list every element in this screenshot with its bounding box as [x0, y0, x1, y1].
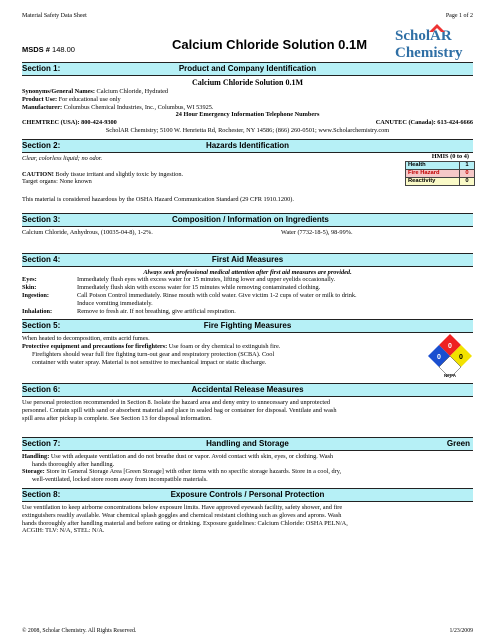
section-4-body: [22, 267, 473, 316]
section-7-header: Section 7: Handling and Storage Green: [22, 437, 473, 451]
svg-text:NFPA: NFPA: [444, 373, 456, 379]
caution: CAUTION! Body tissue irritant and slightly toxic by ingestion.: [22, 170, 184, 178]
svg-text:ScholAR: ScholAR: [395, 28, 452, 44]
handling: Handling: Use with adequate ventilation and do not breathe dust or vapor. Avoid contact with skin, eyes, or clothing. Wash: [22, 452, 334, 460]
ingredient-1: Calcium Chloride, Anhydrous, (10035-04-8), 1-2%.: [22, 228, 153, 236]
revision-date: 1/23/2009: [449, 628, 473, 634]
page-number: Page 1 of 2: [445, 13, 473, 19]
msds-number: MSDS # 148.00: [22, 45, 75, 54]
section-4-header: Section 4: First Aid Measures: [22, 253, 473, 267]
section-1-body: [22, 76, 473, 135]
svg-text:Chemistry: Chemistry: [395, 45, 463, 61]
copyright: © 2008, Scholar Chemistry. All Rights Reserved.: [22, 628, 137, 634]
hmis-table: Health 1 Fire Hazard 0 Reactivity 0: [405, 161, 475, 186]
exposure-text-2: extinguishers readily available. Wear chemical splash goggles and chemical resistant clothing such as gloves and aprons. Wash: [22, 511, 342, 519]
exposure-text-4: ACGIH: TLV: N/A, STEL: N/A.: [22, 527, 105, 535]
emergency-heading: 24 Hour Emergency Information Telephone Numbers: [175, 111, 320, 119]
container-note: container with water spray. Material is not sensitive to mechanical impact or static discharge.: [32, 358, 267, 366]
section-3-body: [22, 227, 473, 237]
emergency-numbers: CHEMTREC (USA): 800-424-9300 CANUTEC (Canada): 613-424-6666: [22, 119, 473, 127]
nfpa-diamond: [427, 333, 473, 379]
section-5-header: Section 5: Fire Fighting Measures: [22, 319, 473, 333]
appearance: Clear, colorless liquid; no odor.: [22, 154, 103, 162]
storage-color: Green: [446, 438, 470, 448]
section-8-body: [22, 502, 473, 535]
firefighter-ppe: Protective equipment and precautions for firefighters: Use foam or dry chemical to extinguish fire.: [22, 343, 281, 351]
exposure-text-3: hands thoroughly after handling material and before eating or drinking. Exposure guidelines: Calcium Chloride: OSHA PELN/A,: [22, 519, 348, 527]
first-aid-note: Always seek professional medical attention after first aid measures are provided.: [143, 268, 352, 276]
svg-text:0: 0: [459, 354, 463, 362]
storage: Storage: Store in General Storage Area [Green Storage] with other items with no specific storage hazards. Store in a cool, dry,: [22, 468, 342, 476]
section-7-body: [22, 451, 473, 484]
section-8-header: Section 8: Exposure Controls / Personal Protection: [22, 488, 473, 502]
page-footer: [22, 628, 473, 634]
first-aid-inhalation: Inhalation: Remove to fresh air. If not breathing, give artificial respiration.: [22, 307, 236, 315]
synonyms: Synonyms/General Names: Calcium Chloride, Hydrated: [22, 88, 169, 95]
firefighter-gear: Firefighters should wear full fire fighting turn-out gear and respiratory protection (SCBA). Cool: [32, 350, 275, 358]
first-aid-eyes: Eyes: Immediately flush eyes with excess water for 15 minutes, lifting lower and upper eyelids occasionally.: [22, 276, 336, 284]
release-text-1: Use personal protection recommended in Section 8. Isolate the hazard area and deny entry to unnecessary and unprotected: [22, 399, 331, 407]
target-organs: Target organs: None known: [22, 178, 92, 186]
section-1-header: Section 1: Product and Company Identification: [22, 62, 473, 76]
svg-text:0: 0: [437, 354, 441, 362]
first-aid-skin: Skin: Immediately flush skin with excess water for 15 minutes while removing contaminated clothing.: [22, 284, 321, 292]
manufacturer: Manufacturer: Columbus Chemical Industries, Inc., Columbus, WI 53925.: [22, 103, 214, 111]
storage-cont: well-ventilated, locked store room away from incompatible materials.: [32, 476, 208, 484]
first-aid-ingestion-cont: Induce vomiting immediately.: [77, 299, 153, 307]
document-header: [22, 0, 473, 62]
hazard-statement: This material is considered hazardous by the OSHA Hazard Communication Standard (29 CFR 1910.1200).: [22, 196, 294, 204]
scholar-chemistry-logo: [389, 22, 473, 62]
document-title: Calcium Chloride Solution 0.1M: [172, 37, 368, 52]
exposure-text-1: Use ventilation to keep airborne concentrations below exposure limits. Have approved eyewash facility, safety shower, and fire: [22, 503, 343, 511]
svg-text:0: 0: [448, 343, 452, 351]
section-6-body: [22, 397, 473, 422]
first-aid-ingestion: Ingestion: Call Poison Control immediately. Rinse mouth with cold water. Give victim 1-2 cups of water or milk to drink.: [22, 291, 357, 299]
release-text-3: spill area after pickup is complete. See Section 13 for disposal information.: [22, 414, 212, 422]
decomposition: When heated to decomposition, emits acrid fumes.: [22, 335, 150, 343]
section-6-header: Section 6: Accidental Release Measures: [22, 383, 473, 397]
ingredient-2: Water (7732-18-5), 98-99%.: [281, 228, 353, 236]
product-name: Calcium Chloride Solution 0.1M: [191, 78, 304, 87]
handling-cont: hands thoroughly after handling.: [32, 460, 115, 468]
section-2-body: [22, 153, 473, 213]
hmis-rating: HMIS (0 to 4) Health 1 Fire Hazard 0 Reactivity 0: [403, 153, 473, 186]
section-5-body: [22, 333, 473, 383]
doc-type: Material Safety Data Sheet: [22, 13, 87, 19]
section-3-header: Section 3: Composition / Information on Ingredients: [22, 213, 473, 227]
section-2-header: Section 2: Hazards Identification: [22, 139, 473, 153]
product-use: Product Use: For educational use only: [22, 95, 121, 103]
release-text-2: personnel. Contain spill with sand or absorbent material and place in sealed bag or container for disposal. Ventilate and wash: [22, 407, 337, 415]
company-address: ScholAR Chemistry; 5100 W. Henrietta Rd, Rochester, NY 14586; (866) 260-0501; www.Scholarchemistry.com: [105, 126, 390, 134]
